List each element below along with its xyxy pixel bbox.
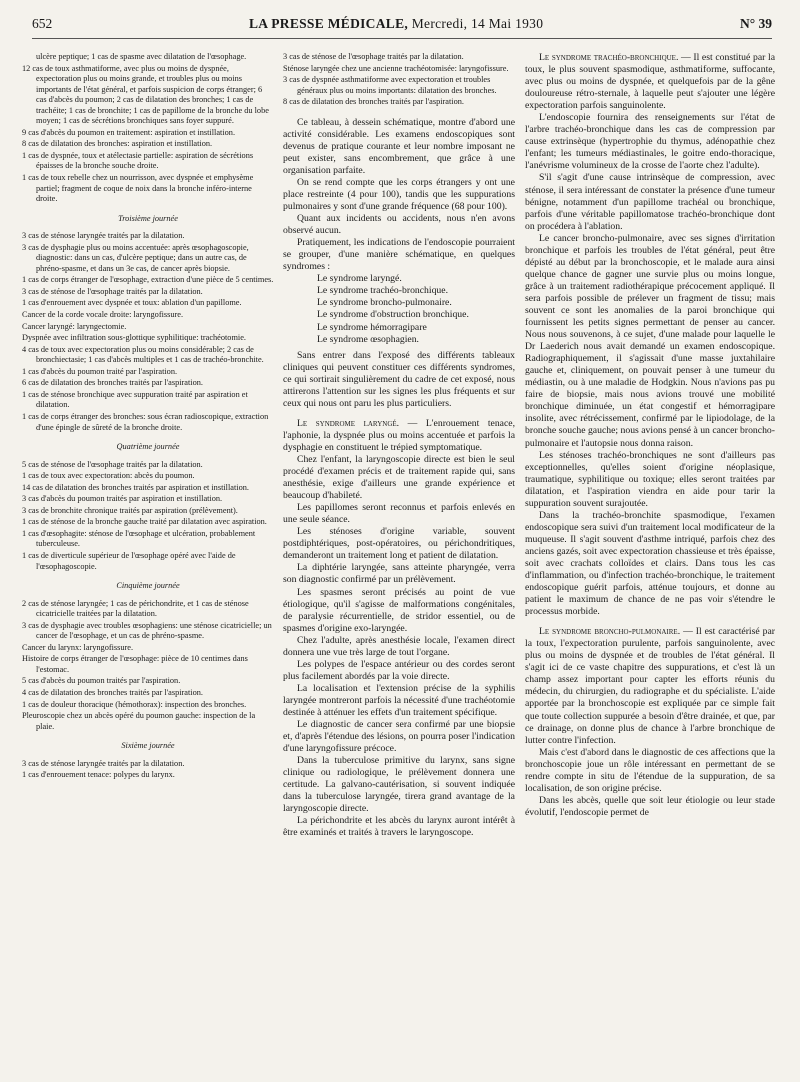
paragraph: Mais c'est d'abord dans le diagnostic de ces affections que la bronchoscopie joue un rôle intéressant en permettant de se rendre compte in situ de l'étendue de la suppuration, de sa localisation, de son origine précise. [525,746,775,794]
column-middle [283,52,515,840]
paragraph: Chez l'enfant, la laryngoscopie directe est bien le seul procédé d'examen précis et de traitement rapide qui, sans anesthésie, exige d'ailleurs une grande expérience et beaucoup d'habileté. [283,454,515,502]
list-item: Le syndrome d'obstruction bronchique. [317,309,469,321]
column-left [22,52,274,782]
list-item: 6 cas de dilatation des bronches traités par l'aspiration. [22,378,203,388]
list-item: Cancer de la corde vocale droite: laryngofissure. [22,310,184,320]
paragraph-text: — Il est caractérisé par la toux, l'expectoration purulente, parfois sanguinolente, avec plus ou moins de dyspnée et de troubles de l'état général. Il s'agit ici de ce vaste chapitre des suppurations, et c'est là un champ assez important pour capter les efforts réunis du médecin, du chirurgien, du radiographe et du spécialiste. L'aide apportée par la bronchoscopie est expliquée par ce simple fait que toute collection suppurée a besoin d'être drainée, et que, par ce drainage, on donne plus de chance à l'arbre bronchique de lutter contre l'infection. [525,626,775,746]
list-item: 1 cas d'abcès du poumon traité par l'aspiration. [22,366,178,376]
list-item: 1 cas d'enrouement avec dyspnée et toux: ablation d'un papillome. [22,298,242,308]
syndrome-list [283,273,515,345]
paragraph: L'endoscopie fournira des renseignements sur l'état de l'arbre trachéo-bronchique dans les cas de compression par cause extrinsèque (hypertrophie du thymus, adénopathie chez l'enfant; les tumeurs médiastinales, le goitre endo-thoracique, l'anévrisme volumineux de la crosse de l'aorte chez l'adulte). [525,112,775,172]
paragraph: La périchondrite et les abcès du larynx auront intérêt à être examinés et traités à travers le laryngoscope. [283,815,515,839]
section-heading-day-4: Quatrième journée [116,442,180,452]
list-item: Le syndrome broncho-pulmonaire. [317,297,452,309]
paragraph: Les sténoses trachéo-bronchiques ne sont d'ailleurs pas exceptionnelles, qu'elles soient d'origine néoplasique, traumatique, syphilitique ou toxique; elles seront traitées par dilatation, et l'aspiration viendra en aide pour tarir la suppuration souvent surajoutée. [525,449,775,509]
list-item: 3 cas de dyspnée asthmatiforme avec expectoration et troubles généraux plus ou moins importants: dilatation des bronches. [283,75,497,95]
list-item: 1 cas de corps étranger de l'œsophage, extraction d'une pièce de 5 centimes. [22,275,274,285]
issue-number: N° 39 [739,16,772,31]
list-item: Pleuroscopie chez un abcès opéré du poumon gauche: inspection de la plaie. [22,711,256,731]
paragraph: Ce tableau, à dessein schématique, montre d'abord une activité considérable. Les examens endoscopiques sont devenus de pratique courante et leur nombre imposant ne peut exister, sans encombrement, que grâce à une organisation parfaite. [283,116,515,176]
list-item: Le syndrome hémorragipare [317,321,427,333]
paragraph: Pratiquement, les indications de l'endoscopie pourraient se grouper, d'une manière schématique, en quelques syndromes : [283,237,515,273]
paragraph: Dans la tuberculose primitive du larynx, sans signe clinique ou radiologique, le prélèvement donnera une certitude. La galvano-cautérisation, si souvent indiquée dans la tuberculose laryngée, tirera grand avantage de la laryngoscopie directe. [283,755,515,815]
list-item: 1 cas de dyspnée, toux et atélectasie partielle: aspiration de sécrétions épaisses de la bronche souche droite. [22,150,254,171]
list-item: Le syndrome œsophagien. [317,333,419,345]
journal-name: LA PRESSE MÉDICALE, [248,16,409,31]
section-heading-day-3: Troisième journée [118,213,178,223]
paragraph: Sans entrer dans l'exposé des différents tableaux cliniques qui peuvent constituer ces différents syndromes, ce qui sortirait singulièrement du cadre de cet exposé, nous attirerons l'attention sur les signes les plus fréquents et sur ceux qui nous ont paru les plus particuliers. [283,349,515,409]
list-item: 1 cas de douleur thoracique (hémothorax): inspection des bronches. [22,699,247,709]
list-item: Cancer laryngé: laryngectomie. [22,321,127,331]
section-title-tracheo-bronchial: Le syndrome trachéo-bronchique. [539,52,679,63]
list-item: 1 cas de sténose de la bronche gauche traité par dilatation avec aspiration. [22,517,267,527]
list-item: 3 cas de bronchite chronique traités par aspiration (prélèvement). [22,505,238,515]
section-heading-day-6: Sixième journée [121,741,175,751]
list-item: Cancer du larynx: laryngofissure. [22,642,134,652]
paragraph: Dans les abcès, quelle que soit leur étiologie ou leur stade évolutif, l'endoscopie permet de [525,794,775,818]
page-number: 652 [32,16,53,31]
paragraph: On se rend compte que les corps étrangers y ont une place restreinte (4 pour 100), tandis que les suppurations pulmonaires y sont d'une grande fréquence (68 pour 100). [283,176,515,213]
section-title-broncho-pulmonary: Le syndrome broncho-pulmonaire. [539,626,681,638]
list-item: 3 cas de dysphagie avec troubles œsophagiens: une sténose cicatricielle; un cancer de l'œsophage, et un cas de phréno-spasme. [22,620,272,641]
paragraph: Les papillomes seront reconnus et parfois enlevés en une seule séance. [283,502,515,526]
list-item: 5 cas d'abcès du poumon traités par l'aspiration. [22,676,181,686]
column-right [525,52,775,819]
list-item: Dyspnée avec infiltration sous-glottique syphilitique: trachéotomie. [22,333,246,343]
paragraph [525,626,775,746]
list-item: 4 cas de toux avec expectoration plus ou moins considérable; 2 cas de bronchiectasie; 1 cas d'abcès multiples et 1 cas de trachéo-bronchite. [22,344,264,365]
paragraph: La localisation et l'extension précise de la syphilis laryngée montreront parfois la nécessité d'une trachéotomie destinée à atténuer les effets d'un traitement spécifique. [283,682,515,718]
list-item: 9 cas d'abcès du poumon en traitement: aspiration et instillation. [22,127,236,137]
list-item: 4 cas de dilatation des bronches traités par l'aspiration. [22,687,203,697]
list-item: 5 cas de sténose de l'œsophage traités par la dilatation. [22,459,203,469]
paragraph: La diphtérie laryngée, sans atteinte pharyngée, verra son diagnostic confirmé par un prélèvement. [283,562,515,586]
list-item: 8 cas de dilatation des bronches: aspiration et instillation. [22,139,213,149]
paragraph: Dans la trachéo-bronchite spasmodique, l'examen endoscopique sera suivi d'un traitement local modificateur de la muqueuse. Il s'agit souvent d'asthme intriqué, parfois chez des anciens gazés, soit avec expectoration chassieuse et très épaisse, soit avec crachats colloïdes et clairs. Dans tous les cas d'inflammation, ou d'infection trachéo-bronchique, le traitement endoscopique guérit parfois, atténue toujours, et donne au patient le maximum de chance de ne pas voir s'étendre le processus morbide. [525,509,775,618]
list-item: 1 cas d'enrouement tenace: polypes du larynx. [22,770,175,780]
list-item: 8 cas de dilatation des bronches traités par l'aspiration. [283,97,464,107]
paragraph: Le cancer broncho-pulmonaire, avec ses signes d'irritation bronchique et parfois les troubles de l'état général, peut être dépisté au début par la bronchoscopie, et le malade aura ainsi quelque chance de gagner une survie plus ou moins longue, grâce à un traitement radiothérapique précocement appliqué. Il sera parfois possible de prélever un fragment de tissu; mais souvent ce sont les anomalies de la paroi bronchique qui fournissent les petits signes permettant de penser au cancer. Nous nous souvenons, à ce sujet, d'une malade pour laquelle le Dr Laederich nous avait demandé un examen endoscopique. Radiographiquement, il s'agissait d'une masse juxtahilaire gauche et, cliniquement, on pouvait penser à une tumeur du médiastin, ou à une maladie de Hodgkin. Nous n'avions pas pu faire de biopsie, mais nous avions trouvé une mobilité bronchique diminuée, un état congestif et hémorragipare insolite, avec rétrécissement, confirmé par le lipiodolage, de la bronche souche gauche; nous avions pensé à un cancer broncho-pulmonaire et l'autopsie nous donna raison. [525,232,775,449]
journal-title [249,16,543,32]
list-item: ulcère peptique; 1 cas de spasme avec dilatation de l'œsophage. [36,52,247,61]
list-item: 3 cas de dysphagie plus ou moins accentuée: après œsophagoscopie, diagnostic: dans un cas, d'ulcère peptique; dans un autre cas, de phréno-spasme, et dans un 3e cas, de cancer après biopsie. [22,242,249,273]
list-item: 1 cas de toux rebelle chez un nourrisson, avec dyspnée et emphysème partiel; fragment de coque de noix dans la bronche inféro-interne droite. [22,173,254,204]
paragraph-text: — Il est constitué par la toux, le plus souvent spasmodique, asthmatiforme, suffocante, avec plus ou moins de dyspnée, et quelquefois par de la gêne douloureuse rétro-sternale, à laquelle peut s'ajouter une légère expectoration parfois sanguinolente. [525,52,775,112]
list-item: 14 cas de dilatation des bronches traités par aspiration et instillation. [22,482,249,492]
list-item: Le syndrome laryngé. [317,273,402,285]
section-heading-day-5: Cinquième journée [116,581,180,591]
list-item: 1 cas de toux avec expectoration: abcès du poumon. [22,471,195,481]
paragraph: Les spasmes seront précisés au point de vue étiologique, qu'il s'agisse de malformations congénitales, de paralysie récurrentielle, de stridor essentiel, ou de spasmes d'origine exo-laryngée. [283,586,515,634]
paragraph: Les polypes de l'espace antérieur ou des cordes seront plus facilement abordés par la voie directe. [283,658,515,682]
list-item: 1 cas de sténose bronchique avec suppuration traité par aspiration et dilatation. [22,389,248,410]
list-item: 3 cas d'abcès du poumon traités par aspiration et instillation. [22,494,223,504]
list-item: 1 cas de diverticule supérieur de l'œsophage opéré avec l'aide de l'œsophagoscopie. [22,550,236,571]
paragraph [283,418,515,454]
paragraph: Le diagnostic de cancer sera confirmé par une biopsie et, d'après l'étendue des lésions, on pourra poser l'indication d'une laryngofissure précoce. [283,719,515,755]
page-header [32,16,772,39]
paragraph: Quant aux incidents ou accidents, nous n'en avons observé aucun. [283,213,515,237]
list-item: Histoire de corps étranger de l'œsophage: pièce de 10 centimes dans l'estomac. [22,654,248,674]
list-item: 2 cas de sténose laryngée; 1 cas de périchondrite, et 1 cas de sténose cicatricielle traitées par la dilatation. [22,598,249,619]
paragraph-text: — L'enrouement tenace, l'aphonie, la dyspnée plus ou moins accentuée et parfois la dysphagie en constituent le trépied symptomatique. [283,417,515,453]
paragraph: Chez l'adulte, après anesthésie locale, l'examen direct donnera une vue très large de tout l'organe. [283,634,515,658]
section-title-laryngeal: Le syndrome laryngé. [297,417,400,429]
paragraph [525,52,775,112]
paragraph: S'il s'agit d'une cause intrinsèque de compression, avec sténose, il sera intéressant de constater la présence d'une tumeur bénigne, notamment d'un papillome trachéal ou bronchique, parfois d'une véritable papillomatose trachéo-bronchique dont on procédera à l'ablation. [525,172,775,232]
list-item: 3 cas de sténose laryngée traités par la dilatation. [22,758,185,768]
list-item: 1 cas de corps étranger des bronches: sous écran radioscopique, extraction d'une épingle de sûreté de la bronche droite. [22,411,269,432]
paragraph: Les sténoses d'origine variable, souvent postdiphtériques, post-opératoires, ou périchondritiques, demanderont un traitement long et patient de dilatation. [283,526,515,562]
list-item: Le syndrome trachéo-bronchique. [317,285,448,297]
list-item: Sténose laryngée chez une ancienne trachéotomisée: laryngofissure. [283,63,509,73]
list-item: 3 cas de sténose de l'œsophage traités par la dilatation. [22,286,203,296]
issue-date: Mercredi, 14 Mai 1930 [411,16,544,31]
list-item: 3 cas de sténose laryngée traités par la dilatation. [22,231,185,241]
list-item: 3 cas de sténose de l'œsophage traités par la dilatation. [283,52,464,61]
list-item: 1 cas d'œsophagite: sténose de l'œsophage et ulcération, probablement tuberculeuse. [22,528,256,549]
list-item: 12 cas de toux asthmatiforme, avec plus ou moins de dyspnée, expectoration plus ou moins grande, et troubles plus ou moins importants de l'état général, et parfois suspicion de corps étranger; 6 cas d'abcès du poumon; 2 cas de dilatation des bronches; 1 cas de trachéite; 1 cas de bronchite; 1 cas de papillome de la bronche du lobe moyen; 1 cas de sécrétions bronchiques sans foyer suppuré. [22,63,269,126]
